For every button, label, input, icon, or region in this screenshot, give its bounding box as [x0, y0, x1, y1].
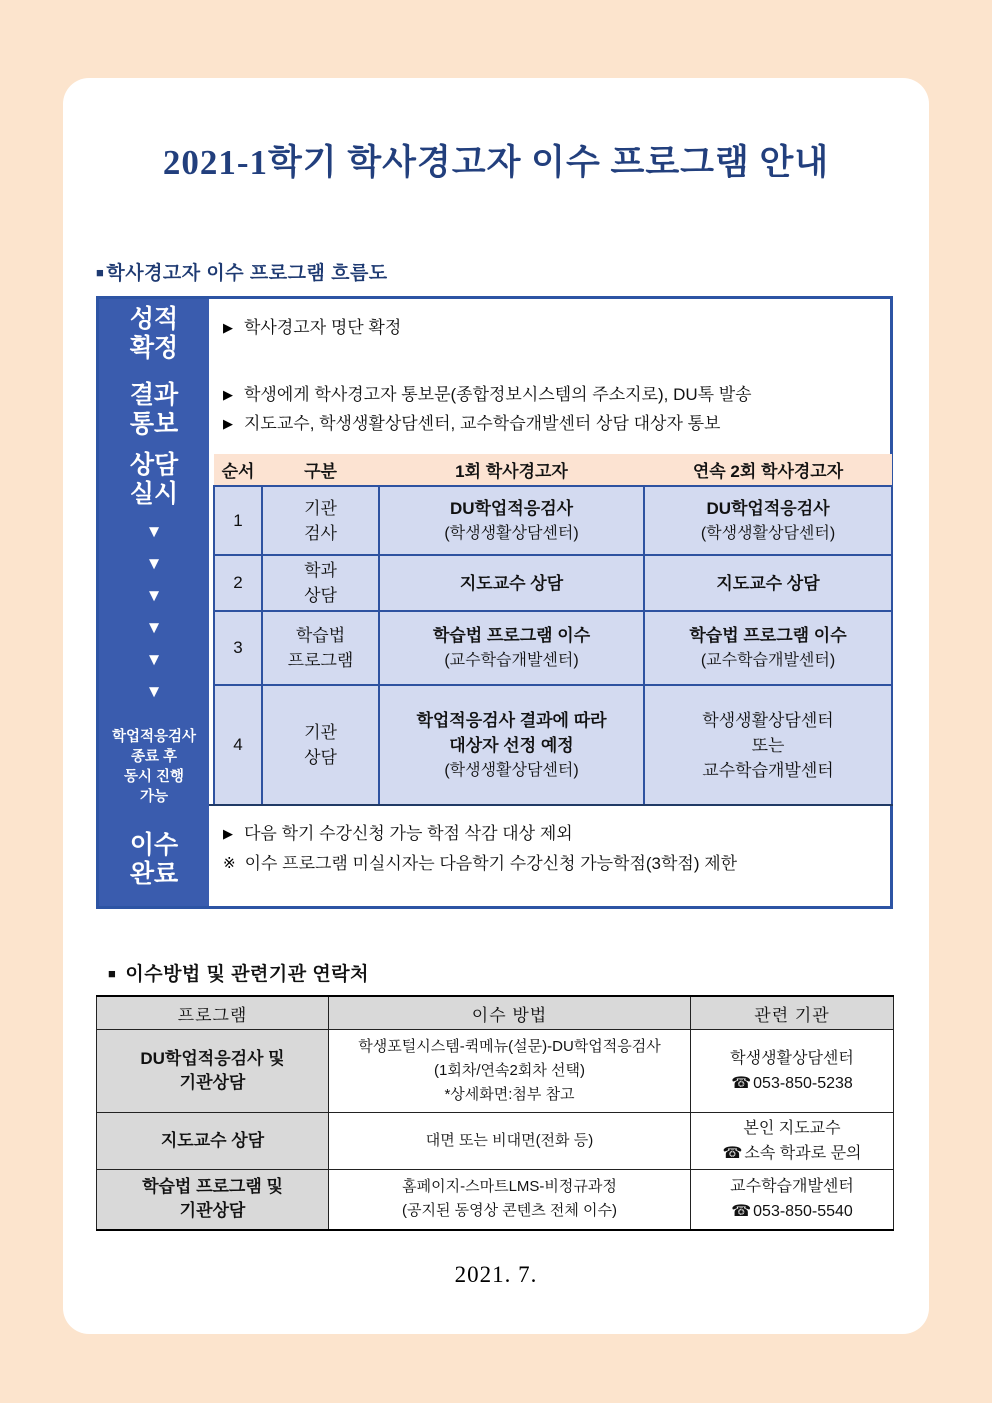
- down-arrow-icon: ▼: [145, 522, 163, 541]
- stage-counsel: 상담 실시: [129, 451, 179, 508]
- document-card: [63, 78, 929, 1334]
- triangle-bullet-icon: ▶: [223, 826, 233, 841]
- cell-order: 4: [214, 685, 262, 804]
- flow-diagram: [96, 296, 893, 909]
- flow-content: [209, 299, 893, 906]
- counsel-table: [213, 454, 893, 804]
- flow-section-heading: [96, 258, 896, 285]
- cell-program: 학습법 프로그램 및 기관상담: [97, 1170, 329, 1230]
- reference-mark-icon: ※: [223, 855, 236, 872]
- col-header-second-warning: 연속 2회 학사경고자: [644, 454, 892, 486]
- document-date: 2021. 7.: [454, 1261, 538, 1287]
- flow-pre-table: [209, 299, 893, 454]
- triangle-bullet-icon: ▶: [223, 387, 233, 402]
- triangle-bullet-icon: ▶: [223, 416, 233, 431]
- down-arrow-icon: ▼: [145, 682, 163, 701]
- stage-result-notify: 결과 통보: [129, 381, 179, 438]
- stage-complete: 이수 완료: [129, 831, 179, 888]
- contact-section-label: 이수방법 및 관련기관 연락처: [125, 964, 369, 985]
- cell-second-warning: DU학업적응검사 (학생생활상담센터): [644, 486, 892, 555]
- cell-second-warning: 지도교수 상담: [644, 555, 892, 611]
- flow-bullet-complete2: ※ 이수 프로그램 미실시자는 다음학기 수강신청 가능학점(3학점) 제한: [223, 849, 893, 879]
- spacer: [223, 340, 893, 383]
- flow-section-label: 학사경고자 이수 프로그램 흐름도: [106, 263, 388, 284]
- cell-org: 교수학습개발센터 ☎ 053-850-5540: [691, 1170, 894, 1230]
- phone-icon: ☎: [731, 1075, 752, 1092]
- cell-first-warning: 학습법 프로그램 이수 (교수학습개발센터): [379, 611, 644, 685]
- phone-icon: ☎: [731, 1203, 752, 1221]
- triangle-bullet-icon: ▶: [223, 320, 233, 335]
- cell-first-warning: DU학업적응검사 (학생생활상담센터): [379, 486, 644, 555]
- cell-method: 홈페이지-스마트LMS-비정규과정 (공지된 동영상 콘텐츠 전체 이수): [329, 1170, 691, 1230]
- down-arrow-icon: ▼: [145, 618, 163, 637]
- cell-first-warning: 지도교수 상담: [379, 555, 644, 611]
- cell-program: DU학업적응검사 및 기관상담: [97, 1030, 329, 1113]
- cell-order: 2: [214, 555, 262, 611]
- cell-category: 학습법 프로그램: [262, 611, 379, 685]
- stage-note: 학업적응검사 종료 후 동시 진행 가능: [111, 729, 197, 805]
- down-arrow-icon: ▼: [145, 650, 163, 669]
- table-row: [97, 1170, 894, 1230]
- table-row: [214, 555, 892, 611]
- col-header-order: 순서: [214, 454, 262, 486]
- cell-second-warning: 학생생활상담센터 또는 교수학습개발센터: [644, 685, 892, 804]
- flow-complete-section: [209, 804, 893, 906]
- page-title: 2021-1학기 학사경고자 이수 프로그램 안내: [162, 143, 830, 182]
- cell-order: 1: [214, 486, 262, 555]
- flow-bullet-notify1: ▶ 학생에게 학사경고자 통보문(종합정보시스템의 주소지로), DU톡 발송: [223, 383, 893, 407]
- cell-category: 기관 상담: [262, 685, 379, 804]
- down-arrow-icon: ▼: [145, 554, 163, 573]
- contact-table: [96, 995, 894, 1231]
- cell-org: 본인 지도교수 ☎ 소속 학과로 문의: [691, 1113, 894, 1170]
- cell-org: 학생생활상담센터 ☎ 053-850-5238: [691, 1030, 894, 1113]
- flow-sidebar: [99, 299, 209, 906]
- cell-method: 대면 또는 비대면(전화 등): [329, 1113, 691, 1170]
- cell-first-warning: 학업적응검사 결과에 따라 대상자 선정 예정 (학생생활상담센터): [379, 685, 644, 804]
- cell-order: 3: [214, 611, 262, 685]
- cell-program: 지도교수 상담: [97, 1113, 329, 1170]
- col-header-method: 이수 방법: [329, 996, 691, 1030]
- stage-grade-confirm: 성적 확정: [129, 305, 179, 362]
- cell-category: 기관 검사: [262, 486, 379, 555]
- table-row: [97, 1113, 894, 1170]
- contact-section-heading: [108, 959, 896, 986]
- cell-method: 학생포털시스템-퀵메뉴(설문)-DU학업적응검사 (1회차/연속2회차 선택) *상세화면:첨부 참고: [329, 1030, 691, 1113]
- table-row: [214, 486, 892, 555]
- cell-second-warning: 학습법 프로그램 이수 (교수학습개발센터): [644, 611, 892, 685]
- phone-icon: ☎: [722, 1145, 743, 1162]
- flow-bullet-confirm: ▶ 학사경고자 명단 확정: [223, 316, 893, 340]
- flow-bullet-notify2: ▶ 지도교수, 학생생활상담센터, 교수학습개발센터 상담 대상자 통보: [223, 412, 893, 436]
- col-header-first-warning: 1회 학사경고자: [379, 454, 644, 486]
- flow-bullet-complete1: ▶ 다음 학기 수강신청 가능 학점 삭감 대상 제외: [223, 819, 893, 849]
- square-bullet-icon: ■: [96, 265, 105, 280]
- col-header-org: 관련 기관: [691, 996, 894, 1030]
- table-row: [214, 611, 892, 685]
- table-row: [214, 685, 892, 804]
- contact-table-header-row: [97, 996, 894, 1030]
- down-arrow-icon: ▼: [145, 586, 163, 605]
- counsel-table-header-row: [214, 454, 892, 486]
- col-header-category: 구분: [262, 454, 379, 486]
- cell-category: 학과 상담: [262, 555, 379, 611]
- square-bullet-icon: ■: [108, 966, 117, 981]
- table-row: [97, 1030, 894, 1113]
- col-header-program: 프로그램: [97, 996, 329, 1030]
